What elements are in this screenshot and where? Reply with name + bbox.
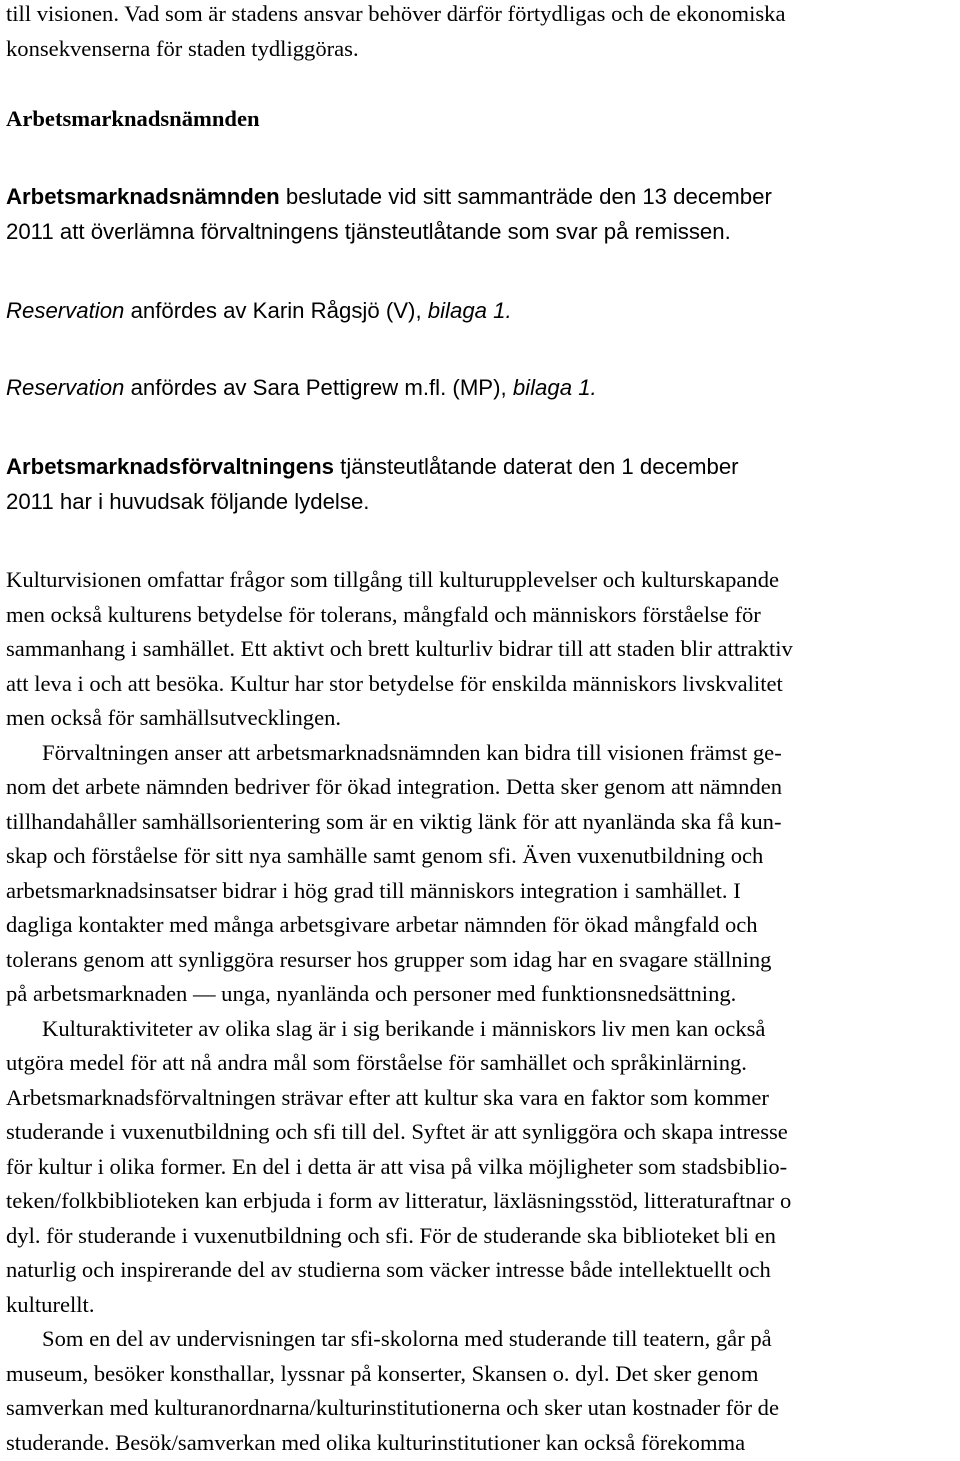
quoted-paragraph	[6, 563, 956, 736]
text-line: men också för samhällsutvecklingen.	[6, 705, 342, 730]
text-line: teken/folkbiblioteken kan erbjuda i form av litteratur, läxläsningsstöd, litteraturaftnar o	[6, 1188, 792, 1213]
text-line: 2011 att överlämna förvaltningens tjänsteutlåtande som svar på remissen.	[6, 218, 731, 244]
quoted-paragraph	[6, 1012, 956, 1323]
text-line: studerande i vuxenutbildning och sfi till del. Syftet är att synliggöra och skapa intresse	[6, 1119, 788, 1144]
text-line	[6, 1322, 956, 1357]
administration-name: Arbetsmarknadsförvaltningens	[6, 454, 334, 479]
reservation-line	[6, 294, 956, 329]
reservation-line	[6, 371, 956, 406]
text-line: sammanhang i samhället. Ett aktivt och brett kulturliv bidrar till att staden blir attraktiv	[6, 636, 793, 661]
text-line: 2011 har i huvudsak följande lydelse.	[6, 488, 370, 514]
text-line: konsekvenserna för staden tydliggöras.	[6, 35, 359, 61]
text-span: Som en del av undervisningen tar sfi-skolorna med studerande till teatern, går på	[42, 1326, 772, 1351]
text-line: arbetsmarknadsinsatser bidrar i hög grad till människors integration i samhället. I	[6, 877, 741, 903]
reservation-label: Reservation	[6, 298, 125, 323]
text-span: beslutade vid sitt sammanträde den 13 december	[279, 184, 772, 209]
text-line: dagliga kontakter med många arbetsgivare arbetar nämnden för ökad mångfald och	[6, 912, 758, 937]
quoted-paragraph	[6, 736, 956, 1012]
text-line	[6, 1012, 956, 1047]
quoted-statement	[6, 563, 956, 1460]
attachment-reference: bilaga 1.	[427, 298, 512, 323]
text-line: att leva i och att besöka. Kultur har stor betydelse för enskilda människors livskvalitet	[6, 670, 783, 696]
quoted-paragraph	[6, 1322, 956, 1460]
text-span: Förvaltningen anser att arbetsmarknadsnämnden kan bidra till visionen främst ge-	[42, 739, 782, 765]
text-line: kulturellt.	[6, 1291, 95, 1317]
text-line: naturlig och inspirerande del av studierna som väcker intresse både intellektuellt och	[6, 1257, 771, 1282]
text-line: tillhandahåller samhällsorientering som är en viktig länk för att nyanlända ska få kun-	[6, 808, 782, 834]
text-line: tolerans genom att synliggöra resurser hos grupper som idag har en svagare ställning	[6, 946, 772, 972]
text-line	[6, 736, 956, 771]
committee-name: Arbetsmarknadsnämnden	[6, 184, 280, 209]
reservation-text: anfördes av Sara Pettigrew m.fl. (MP),	[124, 375, 513, 400]
statement-intro-paragraph	[6, 450, 956, 519]
reservation-text: anfördes av Karin Rågsjö (V),	[124, 298, 428, 323]
text-line: utgöra medel för att nå andra mål som förståelse för samhället och språkinlärning.	[6, 1050, 747, 1075]
text-line: Kulturvisionen omfattar frågor som tillgång till kulturupplevelser och kulturskapande	[6, 567, 780, 592]
text-line: museum, besöker konsthallar, lyssnar på konserter, Skansen o. dyl. Det sker genom	[6, 1360, 759, 1386]
text-line: samverkan med kulturanordnarna/kulturinstitutionerna och sker utan kostnader för de	[6, 1395, 779, 1420]
text-line: på arbetsmarknaden — unga, nyanlända och personer med funktionsnedsättning.	[6, 981, 737, 1006]
intro-paragraph	[6, 0, 956, 66]
text-line: skap och förståelse för sitt nya samhälle samt genom sfi. Även vuxenutbildning och	[6, 843, 764, 868]
section-heading: Arbetsmarknadsnämnden	[6, 106, 260, 131]
text-line: nom det arbete nämnden bedriver för ökad integration. Detta sker genom att nämnden	[6, 774, 783, 799]
text-line: men också kulturens betydelse för tolerans, mångfald och människors förståelse för	[6, 601, 761, 627]
text-line: för kultur i olika former. En del i detta är att visa på vilka möjligheter som stadsbiblio-	[6, 1153, 788, 1179]
text-line: till visionen. Vad som är stadens ansvar behöver därför förtydligas och de ekonomiska	[6, 1, 786, 26]
reservation-label: Reservation	[6, 375, 125, 400]
text-line: Arbetsmarknadsförvaltningen strävar efter att kultur ska vara en faktor som kommer	[6, 1084, 769, 1110]
attachment-reference: bilaga 1.	[512, 375, 597, 400]
text-line: studerande. Besök/samverkan med olika kulturinstitutioner kan också förekomma	[6, 1429, 746, 1455]
text-line	[6, 180, 956, 215]
text-span: tjänsteutlåtande daterat den 1 december	[333, 454, 739, 479]
text-line	[6, 450, 956, 485]
text-span: Kulturaktiviteter av olika slag är i sig berikande i människors liv men kan också	[42, 1015, 766, 1041]
decision-paragraph	[6, 180, 956, 249]
text-line: dyl. för studerande i vuxenutbildning och sfi. För de studerande ska biblioteket bli en	[6, 1222, 776, 1248]
